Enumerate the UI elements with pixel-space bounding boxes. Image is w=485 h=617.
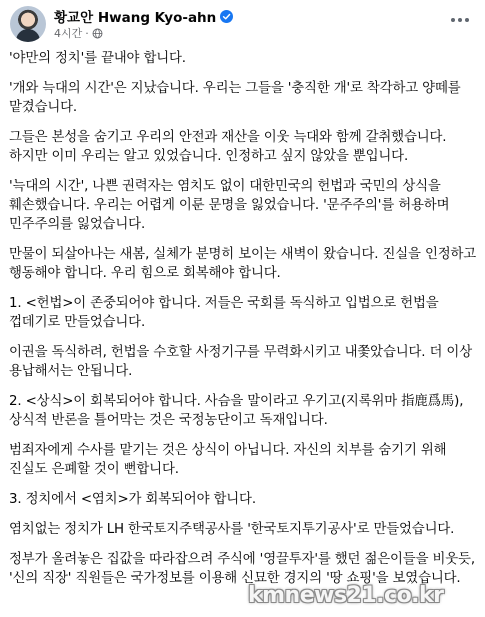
post-paragraph: 정부가 올려놓은 집값을 따라잡으려 주식에 '영끌투자'를 했던 젊은이들을 비웃듯, '신의 직장' 직원들은 국가정보를 이용해 신묘한 경지의 '땅 쇼핑'을 보였습니다. bbox=[9, 552, 475, 586]
author-name[interactable]: 황교안 Hwang Kyo-ahn bbox=[54, 10, 217, 26]
more-dot-icon bbox=[451, 18, 455, 22]
post-header bbox=[0, 0, 485, 46]
post-meta bbox=[54, 26, 103, 40]
post-paragraph: 그들은 본성을 숨기고 우리의 안전과 재산을 이웃 늑대와 함께 갈취했습니다. 하지만 이미 우리는 알고 있었습니다. 인정하고 싶지 않았을 뿐입니다. bbox=[9, 130, 447, 164]
post-paragraph: '개와 늑대의 시간'은 지났습니다. 우리는 그들을 '충직한 개'로 착각하고 양떼를 맡겼습니다. bbox=[9, 81, 461, 115]
post-paragraph: 이권을 독식하려, 헌법을 수호할 사정기구를 무력화시키고 내쫓았습니다. 더 이상 용납해서는 안됩니다. bbox=[9, 345, 472, 379]
post-paragraph: 만물이 되살아나는 새봄, 실체가 분명히 보이는 새벽이 왔습니다. 진실을 인정하고 행동해야 합니다. 우리 힘으로 회복해야 합니다. bbox=[9, 247, 477, 281]
author-line bbox=[54, 7, 233, 25]
post-paragraph: '늑대의 시간', 나쁜 권력자는 염치도 없이 대한민국의 헌법과 국민의 상식을 훼손했습니다. 우리는 어렵게 이룬 문명을 잃었습니다. '문주주의'를 허용하며 민주주의를 잃었습니다. bbox=[9, 179, 450, 232]
avatar[interactable] bbox=[10, 6, 46, 42]
post-paragraph: 2. <상식>이 회복되어야 합니다. 사슴을 말이라고 우기고(지록위마 指鹿爲馬), 상식적 반론을 틀어막는 것은 국정농단이고 독재입니다. bbox=[9, 394, 464, 428]
post-paragraph: 3. 정치에서 <염치>가 회복되어야 합니다. bbox=[9, 492, 256, 507]
more-dot-icon bbox=[458, 18, 462, 22]
more-dot-icon bbox=[465, 18, 469, 22]
post-paragraph: '야만의 정치'를 끝내야 합니다. bbox=[9, 51, 186, 66]
post-body bbox=[9, 49, 479, 599]
watermark: kmnews21.co.kr bbox=[248, 583, 444, 608]
post-paragraph: 염치없는 정치가 LH 한국토지주택공사를 '한국토지투기공사'로 만들었습니다. bbox=[9, 522, 455, 537]
verified-badge-icon bbox=[220, 10, 233, 23]
post-paragraph: 1. <헌법>이 존중되어야 합니다. 저들은 국회를 독식하고 입법으로 헌법을 껍데기로 만들었습니다. bbox=[9, 296, 439, 330]
post-timestamp[interactable]: 4시간 bbox=[54, 27, 83, 40]
post-paragraph: 범죄자에게 수사를 맡기는 것은 상식이 아닙니다. 자신의 치부를 숨기기 위해 진실도 은폐할 것이 뻔합니다. bbox=[9, 443, 447, 477]
meta-separator: · bbox=[85, 26, 89, 40]
globe-icon[interactable] bbox=[92, 28, 103, 39]
more-options-button[interactable] bbox=[447, 10, 473, 30]
